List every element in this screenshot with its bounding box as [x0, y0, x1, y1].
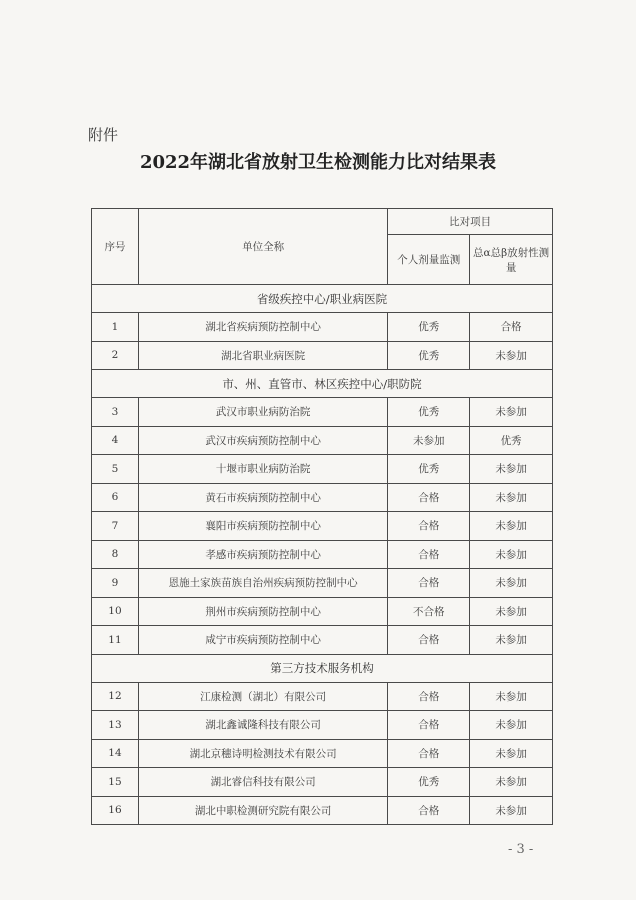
seq-cell: 1: [92, 313, 139, 342]
section-title: 第三方技术服务机构: [92, 654, 553, 682]
unit-name-cell: 武汉市职业病防治院: [138, 398, 387, 427]
unit-name-cell: 武汉市疾病预防控制中心: [138, 426, 387, 455]
table-row: [92, 483, 553, 512]
table-row: [92, 540, 553, 569]
alpha-beta-result: 未参加: [470, 739, 553, 768]
alpha-beta-result: 优秀: [470, 426, 553, 455]
unit-name-cell: 湖北睿信科技有限公司: [138, 768, 387, 797]
section-row: [92, 285, 553, 313]
personal-dose-result: 合格: [388, 796, 470, 825]
section-title: 省级疾控中心/职业病医院: [92, 285, 553, 313]
table-row: [92, 426, 553, 455]
table-row: [92, 313, 553, 342]
alpha-beta-result: 未参加: [470, 768, 553, 797]
unit-name-cell: 襄阳市疾病预防控制中心: [138, 512, 387, 541]
unit-name-cell: 荆州市疾病预防控制中心: [138, 597, 387, 626]
seq-cell: 14: [92, 739, 139, 768]
table-row: [92, 626, 553, 655]
personal-dose-result: 未参加: [388, 426, 470, 455]
alpha-beta-result: 未参加: [470, 626, 553, 655]
alpha-beta-result: 未参加: [470, 796, 553, 825]
personal-dose-result: 优秀: [388, 341, 470, 370]
table-row: [92, 711, 553, 740]
unit-name-cell: 黄石市疾病预防控制中心: [138, 483, 387, 512]
table-row: [92, 739, 553, 768]
section-row: [92, 654, 553, 682]
seq-cell: 13: [92, 711, 139, 740]
unit-name-cell: 湖北京穗诗明检测技术有限公司: [138, 739, 387, 768]
unit-name-cell: 湖北省疾病预防控制中心: [138, 313, 387, 342]
section-title: 市、州、直管市、林区疾控中心/职防院: [92, 370, 553, 398]
seq-cell: 12: [92, 682, 139, 711]
personal-dose-result: 合格: [388, 512, 470, 541]
unit-name-cell: 咸宁市疾病预防控制中心: [138, 626, 387, 655]
alpha-beta-result: 未参加: [470, 512, 553, 541]
table-row: [92, 341, 553, 370]
unit-name-cell: 湖北鑫诚隆科技有限公司: [138, 711, 387, 740]
table-row: [92, 398, 553, 427]
personal-dose-result: 合格: [388, 626, 470, 655]
alpha-beta-result: 未参加: [470, 341, 553, 370]
table-row: [92, 455, 553, 484]
table-row: [92, 768, 553, 797]
seq-cell: 15: [92, 768, 139, 797]
unit-name-cell: 湖北省职业病医院: [138, 341, 387, 370]
personal-dose-result: 优秀: [388, 768, 470, 797]
table-row: [92, 682, 553, 711]
alpha-beta-result: 未参加: [470, 483, 553, 512]
unit-name-cell: 湖北中职检测研究院有限公司: [138, 796, 387, 825]
header-unit-name: 单位全称: [138, 209, 387, 285]
alpha-beta-result: 未参加: [470, 398, 553, 427]
header-alpha-beta: 总α总β放射性测量: [470, 235, 553, 285]
seq-cell: 2: [92, 341, 139, 370]
section-row: [92, 370, 553, 398]
alpha-beta-result: 未参加: [470, 569, 553, 598]
seq-cell: 3: [92, 398, 139, 427]
personal-dose-result: 优秀: [388, 313, 470, 342]
alpha-beta-result: 未参加: [470, 540, 553, 569]
header-compare-items: 比对项目: [388, 209, 553, 235]
personal-dose-result: 优秀: [388, 455, 470, 484]
seq-cell: 16: [92, 796, 139, 825]
seq-cell: 11: [92, 626, 139, 655]
alpha-beta-result: 未参加: [470, 711, 553, 740]
personal-dose-result: 不合格: [388, 597, 470, 626]
personal-dose-result: 合格: [388, 540, 470, 569]
table-row: [92, 569, 553, 598]
personal-dose-result: 优秀: [388, 398, 470, 427]
seq-cell: 7: [92, 512, 139, 541]
seq-cell: 6: [92, 483, 139, 512]
table-row: [92, 796, 553, 825]
personal-dose-result: 合格: [388, 682, 470, 711]
page-number: - 3 -: [508, 842, 534, 857]
unit-name-cell: 恩施土家族苗族自治州疾病预防控制中心: [138, 569, 387, 598]
alpha-beta-result: 合格: [470, 313, 553, 342]
personal-dose-result: 合格: [388, 483, 470, 512]
seq-cell: 10: [92, 597, 139, 626]
seq-cell: 8: [92, 540, 139, 569]
unit-name-cell: 江康检测（湖北）有限公司: [138, 682, 387, 711]
seq-cell: 9: [92, 569, 139, 598]
attachment-label: 附件: [88, 126, 119, 144]
alpha-beta-result: 未参加: [470, 455, 553, 484]
table-row: [92, 512, 553, 541]
personal-dose-result: 合格: [388, 739, 470, 768]
unit-name-cell: 孝感市疾病预防控制中心: [138, 540, 387, 569]
results-table: [91, 208, 553, 825]
document-title: 2022年湖北省放射卫生检测能力比对结果表: [139, 152, 497, 173]
header-seq: 序号: [92, 209, 139, 285]
table-row: [92, 597, 553, 626]
seq-cell: 4: [92, 426, 139, 455]
unit-name-cell: 十堰市职业病防治院: [138, 455, 387, 484]
table-header: [92, 209, 553, 285]
seq-cell: 5: [92, 455, 139, 484]
personal-dose-result: 合格: [388, 711, 470, 740]
alpha-beta-result: 未参加: [470, 597, 553, 626]
personal-dose-result: 合格: [388, 569, 470, 598]
table-body: [92, 285, 553, 825]
alpha-beta-result: 未参加: [470, 682, 553, 711]
header-personal-dose: 个人剂量监测: [388, 235, 470, 285]
